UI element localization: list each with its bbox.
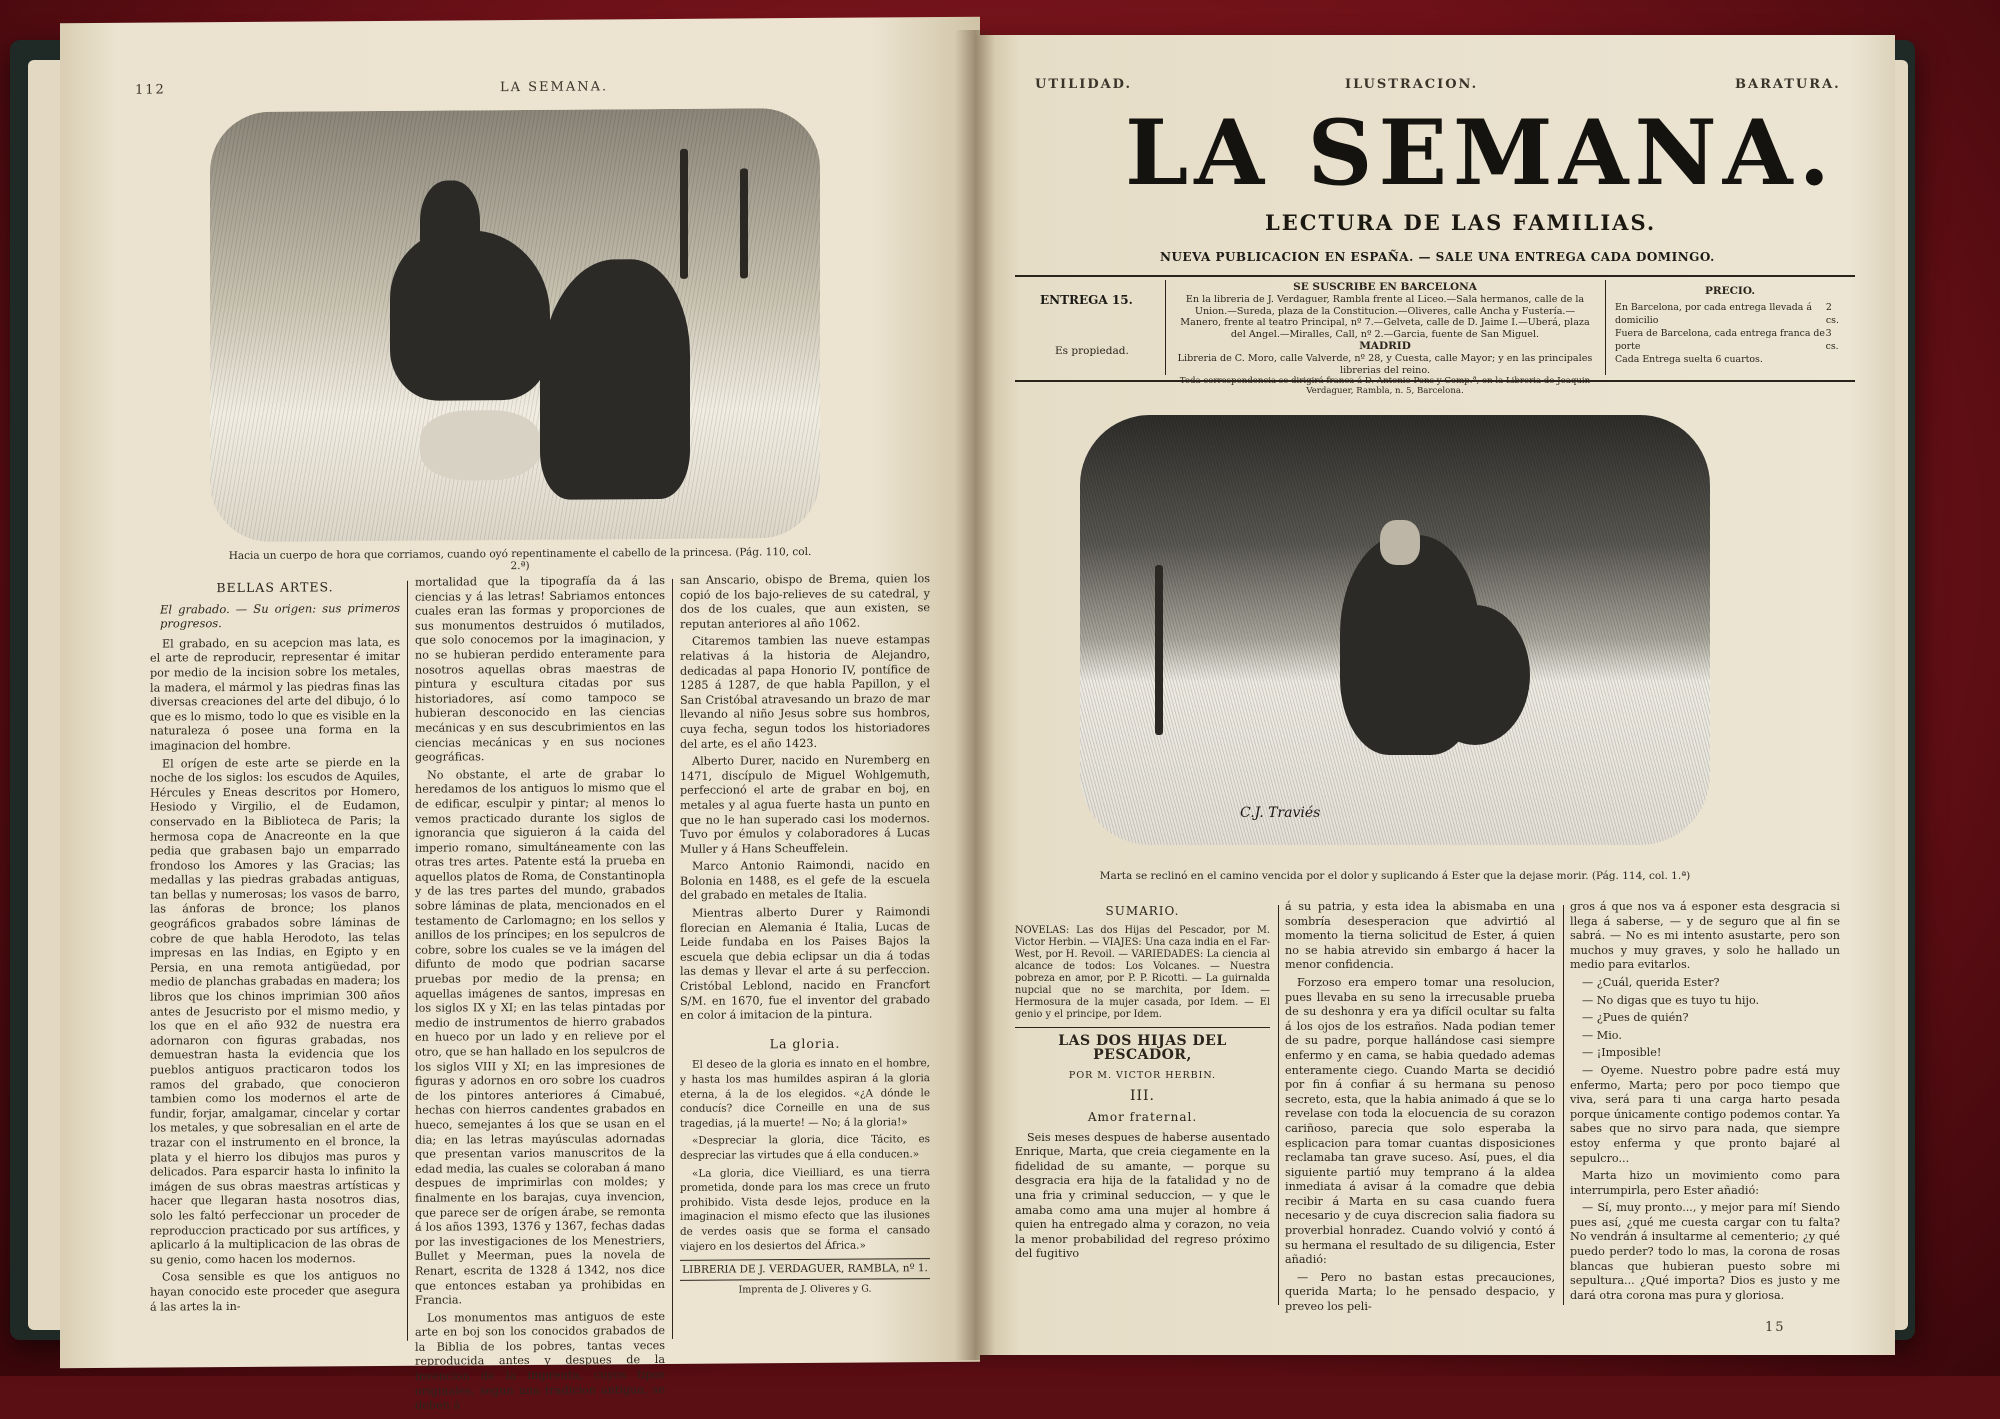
- story-column-3: [1570, 900, 1840, 1306]
- paragraph: Marco Antonio Raimondi, nacido en Bolonia en 1488, es el gefe de la escuela del grabado en metales de Italia.: [680, 858, 930, 903]
- suscribe-text: En la libreria de J. Verdaguer, Rambla frente al Liceo.—Sala hermanos, calle de la Union.—Sureda, plaza de la Constitucion.—Oliveres, calle Ancha y Fustería.—Manero, frente al teatro Principal, nº 7.—Gelveta, calle de D. Jaime I.—Uberá, plaza del Angel.—Miralles, Call, nº 2.—Garcia, fuente de San Miguel.: [1180, 294, 1590, 340]
- column-rule: [407, 581, 408, 1341]
- page-number: 112: [135, 82, 166, 98]
- two-sisters-engraving: [1080, 415, 1710, 845]
- paragraph: Marta hizo un movimiento como para interrumpirla, pero Ester añadió:: [1570, 1169, 1840, 1197]
- header-rule: [1015, 380, 1855, 382]
- dialogue-line: — ¡Imposible!: [1582, 1046, 1662, 1060]
- column-2: [415, 574, 665, 1417]
- paragraph: — Oyeme. Nuestro pobre padre está muy enfermo, Marta; pero por poco tiempo que viva, será para ti una carga harto pesada porque únicamente contigo podemos contar. Ya sabes que no sirvo para nada, que siempre estoy enferma y que pronto bajaré al sepulcro...: [1570, 1063, 1840, 1165]
- price-box: [1615, 285, 1845, 366]
- page-number: 15: [1765, 1320, 1786, 1335]
- precio-title: PRECIO.: [1704, 285, 1756, 297]
- libreria-footer: LIBRERIA DE J. VERDAGUER, RAMBLA, nº 1.: [680, 1258, 930, 1280]
- price-line: En Barcelona, por cada entrega llevada á domicilio 2 cs.: [1615, 302, 1839, 326]
- paragraph: Mientras alberto Durer y Raimondi florecian en Alemania é Italia, Lucas de Leide fundaba en los Paises Bajos la escuela que debia eclipsar un dia á todas las demas y llevar el arte á su perfeccion. Cristóbal Leblond, nacido en Francfort S/M. en 1670, fue el inventor del grabado en color á imitacion de la pintura.: [680, 905, 930, 1023]
- poem-paragraph: El deseo de la gloria es innato en el hombre, y hasta los mas humildes aspiran á la gloria eterna, á la de los elegidos. «¿A dónde le conducís? dice Corneille en una de sus tragedias, ¡á la muerte! — No; á la gloria!»: [680, 1057, 930, 1130]
- right-page: [975, 35, 1895, 1355]
- header-utilidad: UTILIDAD.: [1035, 77, 1133, 92]
- paragraph: — Pero no bastan estas precauciones, querida Marta; lo he pensado despacio, y preveo los peli-: [1285, 1270, 1555, 1314]
- book-gutter: [955, 30, 995, 1360]
- poem-paragraph: «Despreciar la gloria, dice Tácito, es despreciar las virtudes que á ella conducen.»: [680, 1133, 930, 1162]
- left-page: [60, 17, 980, 1412]
- paragraph: Seis meses despues de haberse ausentado Enrique, Marta, que creia ciegamente en la fidelidad de su amante, — porque su desgracia era hija de la fatalidad y no de una fria y criminal seduccion, — y que le amaba como ama una mujer al hombre á quien ha entregado alma y corazon, no veia la menor probabilidad del regreso próximo del fugitivo: [1015, 1130, 1270, 1261]
- column-rule: [1563, 905, 1564, 1305]
- paragraph: Alberto Durer, nacido en Nuremberg en 1471, discípulo de Miguel Wohlgemuth, perfeccionó el arte de grabar en boj, en metales y al agua fuerte hasta un punto en que no le han superado casi los modernos. Tuvo por émulos y colaboradores á Lucas Muller y á Hans Scheuffelein.: [680, 753, 930, 856]
- paragraph: — Sí, muy pronto..., y mejor para mí! Siendo pues así, ¿qué me cuesta cargar con tu falta? No vendrán á insultarme al cementerio; ¿y qué puedo perder? todo lo mas, la corona de rosas blancas que hubieran puesto sobre mi sepultura... ¿Qué importa? Dios es justo y me dará otra corona mas pura y gloriosa.: [1570, 1201, 1840, 1302]
- madrid-title: MADRID: [1359, 340, 1411, 352]
- propiedad-label: Es propiedad.: [1055, 345, 1129, 357]
- left-illustration-caption: Hacia un cuerpo de hora que corriamos, cuando oyó repentinamente el cabello de la princesa. (Pág. 110, col. 2.ª): [228, 545, 812, 573]
- dialogue-line: — ¿Cuál, querida Ester?: [1582, 975, 1720, 989]
- column-3: [680, 572, 930, 1298]
- paragraph: Citaremos tambien las nueve estampas relativas á la historia de Alejandro, dedicadas al papa Honorio IV, pontífice de 1285 á 1287, de que habla Papillon, y el San Cristóbal atravesando un brazo de mar llevando al niño Jesus sobre sus hombros, cuya fecha, segun todos los historiadores del arte, es el año 1423.: [680, 633, 930, 751]
- story-column-2: [1285, 900, 1555, 1318]
- column-1: [150, 576, 400, 1318]
- price-line: Fuera de Barcelona, cada entrega franca de porte 3 cs.: [1615, 328, 1839, 352]
- suscribe-title: SE SUSCRIBE EN BARCELONA: [1293, 281, 1477, 293]
- paragraph: Los monumentos mas antiguos de este arte en boj son los conocidos grabados de la Biblia de los pobres, tantas veces reproducida antes y despues de la invencion de la imprenta, cuyos tipos originales, segun una tradicion antigua, se deben á: [415, 1309, 665, 1412]
- story-title: LAS DOS HIJAS DEL PESCADOR,: [1058, 1032, 1227, 1064]
- paragraph: El orígen de este arte se pierde en la noche de los siglos: los escudos de Aquiles, Hércules y Eneas descritos por Homero, Hesiodo y Virgilio, el de Eudamon, conservado en la Biblioteca de Paris; la hermosa copa de Anacreonte en la que pedia que grabasen bajo un emparrado frondoso los Amores y las Gracias; las medallas y las piedras grabadas antiguas, tan bellas y numerosas; los vasos de barro, las ánforas de bronce; los planos geográficos grabados sobre láminas de cobre de que habla Herodoto, las telas impresas en las Indias, en Egipto y en Persia, en una remota antigüedad, por medio de planchas grabadas en madera; los libros que los chinos imprimian 300 años antes de Jesucristo por el mismo medio, y los que en el año 932 de nuestra era adornaron con figuras grabadas, nos demuestran hasta la evidencia que los pueblos antiguos practicaron todos los ramos del grabado, que conocieron tambien como los modernos el arte de fundir, forjar, amalgamar, cincelar y cortar los metales, y que sobresalian en el arte de trazar con el instrumento en el bronce, la plata y el hierro los dibujos mas puros y delicados. Para esparcir hasta lo infinito la imágen de sus obras maestras artísticas y hacer que llegaran hasta nosotros dias, solo les faltó perfeccionar un proceder de reproduccion practicado por sus artífices, y aplicarlo á la multiplicacion de las obras de su genio, como hacen los modernos.: [150, 755, 400, 1267]
- right-illustration-caption: Marta se reclinó en el camino vencida por el dolor y suplicando á Ester que la dejase morir. (Pág. 114, col. 1.ª): [1099, 870, 1691, 882]
- tagline: NUEVA PUBLICACION EN ESPAÑA. — SALE UNA ENTREGA CADA DOMINGO.: [1160, 250, 1715, 264]
- horse-rider-engraving: [210, 108, 820, 542]
- dialogue-line: — No digas que es tuyo tu hijo.: [1582, 993, 1760, 1007]
- subscription-box: [1175, 281, 1595, 396]
- paragraph: No obstante, el arte de grabar lo heredamos de los antiguos lo mismo que el de edificar, esculpir y pintar; al menos lo vemos practicado durante los siglos de ignorancia que siguieron á la caida del imperio romano, simultáneamente con las otras tres artes. Patente está la prueba en aquellos platos de Roma, de Constantinopla y de las tres partes del mundo, grabados sobre láminas de plata, mencionados en el testamento de Carlomagno; en los sellos y anillos de los príncipes; en los sepulcros de cobre, sobre los cuales se ve la imágen del difunto de modo que podrian sacarse pruebas por medio de la prensa; en aquellas imágenes de santos, impresas en los siglos IX y XI; en las telas pintadas por medio de instrumentos de hierro grabados en hueco por un lado y en relieve por el otro, que se han hallado en los sepulcros de los siglos VIII y XI; en las impresiones de figuras y adornos en oro sobre los cuadros de los pintores anteriores á Cimabué, hechas con hierros candentes grabados en hueco, semejantes á los que se usan en el dia; en las letras mayúsculas adornadas que presentan varios manuscritos de la edad media, las cuales se coloraban á mano despues de imprimirlas con moldes; y finalmente en los barajas, cuya invencion, que parece ser de orígen árabe, se remonta á los años 1393, 1376 y 1367, fechas dadas por las investigaciones de los Menestriers, Bullet y Meerman, pues la novela de Renart, escrita de 1328 á 1342, nos dice que entonces estaban ya prohibidas en Francia.: [415, 766, 665, 1307]
- poem-paragraph: «La gloria, dice Vieilliard, es una tierra prometida, donde para los mas crece un fruto prohibido. Vista desde lejos, produce en la imaginacion el mismo efecto que las ilusiones de verdes oasis que se forma el cansado viajero en los desiertos del África.»: [680, 1165, 930, 1253]
- header-ilustracion: ILUSTRACION.: [1345, 77, 1479, 92]
- running-head: LA SEMANA.: [500, 79, 609, 96]
- dialogue-line: — Mio.: [1582, 1028, 1622, 1042]
- paragraph: El grabado, en su acepcion mas lata, es el arte de reproducir, representar é imitar por medio de la incision sobre los metales, la madera, el mármol y las piedras finas las diversas creaciones del arte del dibujo, ó lo que es lo mismo, todo lo que es visible en la naturaleza ó posee una forma en la imaginacion del hombre.: [150, 635, 400, 753]
- price-line: Cada Entrega suelta 6 cuartos.: [1615, 354, 1763, 365]
- entrega-label: ENTREGA 15.: [1040, 293, 1133, 307]
- header-baratura: BARATURA.: [1735, 77, 1841, 92]
- article-title: El grabado. — Su origen: sus primeros progresos.: [160, 600, 400, 631]
- correspondencia-text: Verdaguer, Rambla, n. 5, Barcelona.: [1306, 386, 1464, 396]
- paragraph: mortalidad que la tipografía da á las ciencias y á las letras! Sabriamos entonces cuales eran las formas y proporciones de sus monumentos destruidos ó mutilados, que solo conocemos por la imaginacion, y no se hubieran perdido enteramente para nosotros aquellas obras maestras de pintura y escultura citadas por sus historiadores, así como tampoco se hubieran desconocido en las ciencias mecánicas y en sus descubrimientos en las ciencias mecánicas y en sus nociones geográficas.: [415, 573, 665, 764]
- dialogue-line: — ¿Pues de quién?: [1582, 1011, 1689, 1025]
- paragraph: gros á que nos va á esponer esta desgracia si llega á saberse, — y de seguro que al fin se sabrá. — No es mi intento asustarte, pero son muchos y muy graves, y solo he hallado un medio para evitarlos.: [1570, 900, 1840, 972]
- box-rule: [1605, 280, 1606, 375]
- imprenta-footer: Imprenta de J. Oliveres y G.: [738, 1283, 872, 1296]
- sumario-text: NOVELAS: Las dos Hijas del Pescador, por M. Victor Herbin. — VIAJES: Una caza india en el Far-West, por H. Revoil. — VARIEDADES: La ciencia al alcance de todos: Los Volcanes. — Nuestra pobreza en amor, por P. P. Ricotti. — La guirnalda nupcial que no se marchita, por Idem. — Hermosura de la mujer casada, por Idem. — El genio y el principe, por Idem.: [1015, 924, 1270, 1020]
- engraver-signature: C.J. Traviés: [1240, 805, 1321, 821]
- paragraph: Forzoso era empero tomar una resolucion, pues llevaba en su seno la irrecusable prueba de su deshonra y era ya difícil ocultar su falta á los ojos de los estraños. Nada podian temer de su padre, porque hallándose casi siempre enfermo y en cama, se habia quedado ademas enteramente ciego. Cuando Marta se decidió por fin á confiar á su hermana su penoso secreto, esta, que la habia animado á que se lo revelase con toda la elocuencia de su corazon cariñoso, parecia que solo esperaba la esplicacion para tomar cuantas disposiciones reclamaba tan grave suceso. Así, pues, el dia siguiente partió muy temprano á la aldea inmediata á avisar á la comadre que debia recibir á Marta en su casa cuando fuera necesario y de cuya discrecion salia fiadora su proverbial honradez. Cuando volvió y contó á su hermana el resultado de su diligencia, Ester añadió:: [1285, 975, 1555, 1267]
- story-author: POR M. VICTOR HERBIN.: [1068, 1069, 1217, 1081]
- madrid-text: Libreria de C. Moro, calle Valverde, nº 28, y Cuesta, calle Mayor; y en las principales librerias del reino.: [1177, 353, 1593, 376]
- story-column-1: [1015, 900, 1270, 1265]
- paragraph: Cosa sensible es que los antiguos no hayan conocido este proceder que asegura á las artes la in-: [150, 1269, 400, 1314]
- chapter-number: III.: [1129, 1088, 1156, 1105]
- column-rule: [672, 579, 673, 1339]
- masthead-subtitle: LECTURA DE LAS FAMILIAS.: [1265, 210, 1657, 235]
- paragraph: san Anscario, obispo de Brema, quien los copió de los bajo-relieves de su catedral, y dos de los cuales, que aun existen, se reputan anteriores al año 1062.: [680, 572, 930, 631]
- box-rule: [1165, 280, 1166, 375]
- masthead: LA SEMANA.: [1125, 100, 1836, 206]
- poem-title: La gloria.: [769, 1035, 841, 1052]
- header-rule: [1015, 275, 1855, 277]
- paragraph: á su patria, y esta idea la abismaba en una sombría desesperacion que advirtió al momento la tierna solicitud de Ester, á quien no se habia atrevido sin embargo á hacer la menor confidencia.: [1285, 900, 1555, 972]
- chapter-title: Amor fraternal.: [1087, 1109, 1198, 1124]
- sumario-title: SUMARIO.: [1105, 904, 1180, 918]
- section-title: BELLAS ARTES.: [216, 579, 334, 596]
- column-rule: [1278, 905, 1279, 1305]
